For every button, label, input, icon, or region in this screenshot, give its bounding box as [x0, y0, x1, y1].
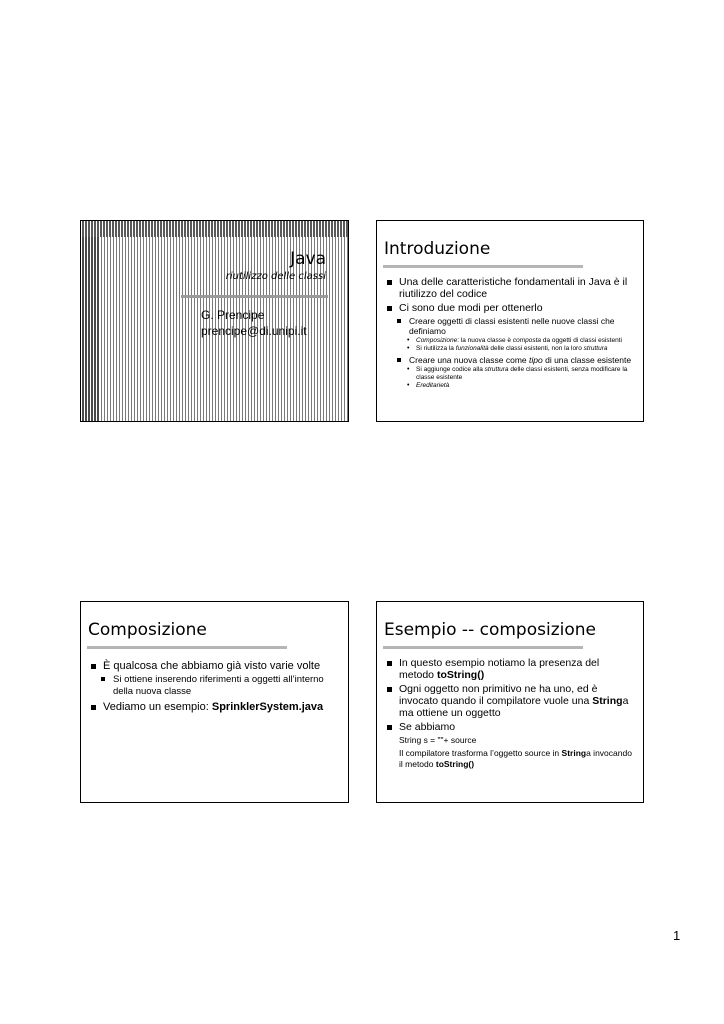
- square-bullet-icon: [397, 319, 401, 323]
- author-name: G. Prencipe: [201, 308, 265, 322]
- square-bullet-icon: [387, 280, 392, 285]
- list-item: • Si riutilizza la funzionalità delle classi esistenti, non la loro struttura: [407, 345, 608, 352]
- slide-introduzione: [376, 220, 644, 422]
- list-item: È qualcosa che abbiamo già visto varie volte: [91, 660, 340, 672]
- slide-title: Introduzione: [384, 239, 491, 259]
- bullet-list: [91, 660, 340, 715]
- slide-subtitle: riutilizzo delle classi: [225, 271, 326, 282]
- slide-composizione: [80, 601, 349, 803]
- dot-bullet-icon: •: [407, 345, 410, 352]
- bullet-list: [387, 276, 635, 390]
- square-bullet-icon: [387, 306, 392, 311]
- square-bullet-icon: [91, 664, 96, 669]
- slide-esempio-composizione: [376, 601, 644, 803]
- list-item: Se abbiamo: [387, 721, 635, 733]
- title-divider: [383, 646, 583, 649]
- square-bullet-icon: [91, 705, 96, 710]
- title-divider: [181, 295, 328, 298]
- slide-left-pattern: [81, 237, 99, 421]
- list-item: • Composizione: la nuova classe è composta da oggetti di classi esistenti: [407, 337, 622, 344]
- title-divider: [383, 265, 583, 268]
- list-item: • Si aggiunge codice alla struttura delle classi esistenti, senza modificare la classe esistente: [407, 366, 628, 381]
- author-block: [201, 307, 307, 339]
- square-bullet-icon: [387, 725, 392, 730]
- slide-title: Java: [290, 249, 326, 269]
- code-line: String s = ""+ source: [399, 735, 477, 745]
- dot-bullet-icon: •: [407, 337, 410, 344]
- square-bullet-icon: [387, 661, 392, 666]
- list-item: Vediamo un esempio: SprinklerSystem.java: [91, 701, 340, 713]
- dot-bullet-icon: •: [407, 366, 410, 373]
- square-bullet-icon: [101, 677, 105, 681]
- note-text: Il compilatore trasforma l’oggetto source in Stringa invocando il metodo toString(): [399, 748, 632, 769]
- bullet-list: [387, 657, 635, 770]
- list-item: In questo esempio notiamo la presenza del metodo toString(): [387, 657, 635, 681]
- square-bullet-icon: [397, 358, 401, 362]
- dot-bullet-icon: •: [407, 382, 410, 389]
- slide-title: Esempio -- composizione: [384, 620, 596, 640]
- slide-title-java: [80, 220, 349, 422]
- list-item: Si ottiene inserendo riferimenti a oggetti all’interno della nuova classe: [101, 674, 340, 698]
- list-item: Ci sono due modi per ottenerlo: [387, 302, 635, 314]
- list-item: Una delle caratteristiche fondamentali in Java è il riutilizzo del codice: [387, 276, 635, 300]
- square-bullet-icon: [387, 687, 392, 692]
- list-item: Creare oggetti di classi esistenti nelle nuove classi che definiamo: [397, 316, 635, 336]
- slide-top-pattern: [81, 221, 348, 237]
- list-item: • Ereditarietà: [407, 382, 450, 389]
- list-item: Creare una nuova classe come tipo di una classe esistente: [397, 355, 635, 365]
- title-divider: [87, 646, 287, 649]
- page-number: 1: [673, 928, 681, 943]
- slide-title: Composizione: [88, 620, 207, 640]
- author-email: prencipe@di.unipi.it: [201, 324, 307, 338]
- list-item: Ogni oggetto non primitivo ne ha uno, ed è invocato quando il compilatore vuole una Stringa ma ottiene un oggetto: [387, 683, 635, 719]
